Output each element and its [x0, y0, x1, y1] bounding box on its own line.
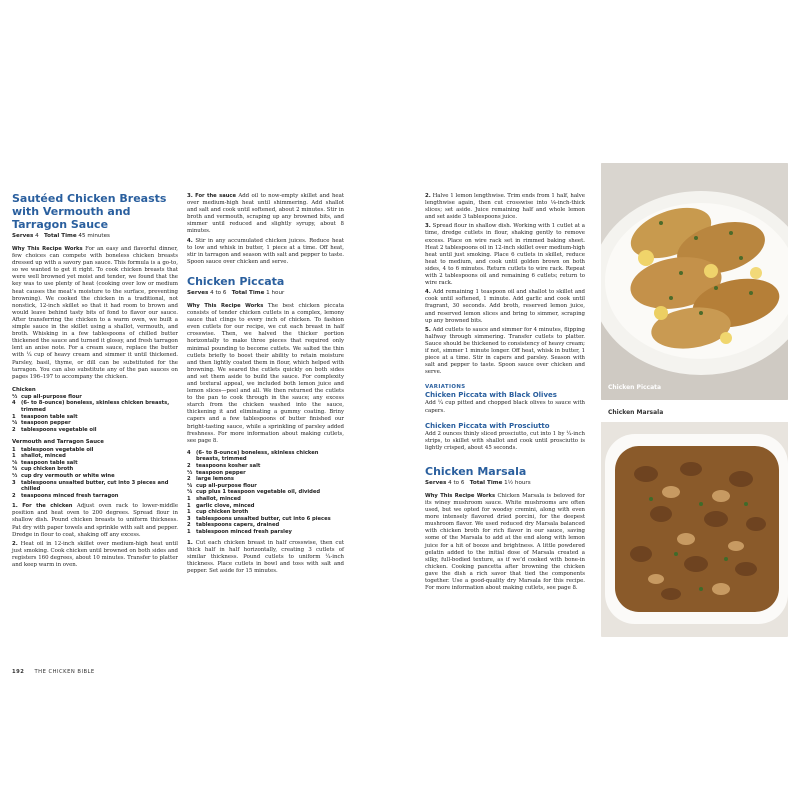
why-paragraph: Why This Recipe Works Chicken Marsala is beloved for its winey mushroom sauce. White mushrooms are often used, but we opted for woodsy cremini, along with even more intensely flavored dried porcini, for the deepest mushroom flavor. We used reduced dry Marsala balanced with chicken broth for rich flavor in our sauce, saving some of the Marsala to add at the end along with lemon juice for a hit of booze and brightness. A little powdered gelatin added to the initial dose of Marsala created a silky, full-bodied texture, as if we’d cooked with bone-in chicken. Cooking pancetta after browning the chicken gave the dish a rich savor that tied the components together. Use a good-quality dry Marsala for this recipe. For more information about making cutlets, see page 8. [425, 492, 585, 592]
step-4: 4. Stir in any accumulated chicken juices. Reduce heat to low and whisk in butter, 1 piece at a time. Off heat, stir in tarragon and season with salt and pepper to taste. Spoon sauce over chicken and serve. [187, 237, 345, 265]
time-label: Total Time [44, 233, 77, 239]
why-paragraph: Why This Recipe Works The best chicken piccata consists of tender chicken cutlets in a complex, lemony sauce that clings to every inch of chicken. To fashion even cutlets for our recipe, we cut each breast in half crosswise. Then, we halved the thicker portion horizontally to make three pieces that required only minimal pounding to become cutlets. We salted the thin cutlets briefly to boost their ability to retain moisture and then lightly coated them in flour, which helped with browning. We seared the cutlets quickly on both sides and set them aside to build the sauce. For complexity and textural appeal, we included both lemon juice and lemon slices—peel and all. We then returned the cutlets to the pan to cook through in the sauce; any excess starch from the chicken washed into the sauce, thickening it and eliminating a gummy coating. Briny capers and a few tablespoons of butter finished our bright-tasting sauce, while a sprinkling of parsley added freshness. For more information about making cutlets, see page 8. [187, 302, 344, 444]
page-number: 192 [12, 669, 25, 675]
step-2: 2. Halve 1 lemon lengthwise. Trim ends from 1 half, halve lengthwise again, then cut crosswise into ⅛-inch-thick slices; set aside. Juice remaining half and whole lemon and set aside 3 tablespoons juice. [425, 193, 585, 221]
ingredient-item: 1 shallot, minced [187, 495, 241, 502]
photo-chicken-piccata [601, 163, 788, 400]
column-2 [187, 193, 344, 577]
ingredient-group-title: Chicken [12, 386, 36, 393]
recipe-meta [12, 233, 178, 240]
photo-caption: Chicken Marsala [608, 409, 664, 416]
ingredient-list-chicken [12, 394, 178, 434]
column-3 [425, 193, 585, 594]
photo-caption: Chicken Piccata [608, 384, 662, 391]
ingredient-item: 4 (6- to 8-ounce) boneless, skinless chicken breasts, trimmed [12, 400, 170, 414]
ingredient-item: ¼ teaspoon pepper [12, 420, 71, 427]
step-5: 5. Add cutlets to sauce and simmer for 4 minutes, flipping halfway through simmering. Transfer cutlets to platter. Sauce should be thickened to consistency of heavy cream; if not, simmer 1 minute longer. Off heat, whisk in butter, 1 piece at a time. Stir in capers and parsley. Season with salt and pepper to taste. Spoon sauce over chicken and serve. [425, 326, 585, 376]
variation-text: Add 2 ounces thinly sliced prosciutto, cut into 1 by ¼-inch strips, to skillet with shallot and cook until prosciutto is lightly crisped, about 45 seconds. [425, 430, 585, 451]
ingredient-item: ¾ cup chicken broth [12, 466, 74, 473]
ingredient-item: 2 teaspoons minced fresh tarragon [12, 492, 119, 499]
ingredient-list-piccata [187, 450, 344, 536]
step-1: 1. For the chicken Adjust oven rack to lower-middle position and heat oven to 200 degrees. Spread flour in shallow dish. Pound chicken breasts to uniform thickness. Pat dry with paper towels and sprinkle with salt and pepper. Dredge in flour to coat, shaking off any excess. [12, 503, 179, 538]
ingredient-item: 1 tablespoon vegetable oil [12, 446, 94, 453]
serves-value: 4 [35, 233, 39, 239]
serves-label: Serves [12, 233, 34, 239]
step-3: 3. For the sauce Add oil to now-empty skillet and heat over medium-high heat until shimmering. Add shallot and salt and cook until softened, about 2 minutes. Stir in broth and vermouth, scraping up any browned bits, and simmer until reduced and slightly syrupy, about 8 minutes. [187, 193, 345, 235]
step-2: 2. Heat oil in 12-inch skillet over medium-high heat until just smoking. Cook chicken until browned on both sides and registers 160 degrees, about 10 minutes. Transfer to platter and keep warm in oven. [12, 540, 178, 569]
ingredient-item: ½ teaspoon pepper [187, 469, 246, 476]
ingredient-item: 2 tablespoons vegetable oil [12, 426, 97, 433]
ingredient-item: 2 large lemons [187, 476, 234, 483]
step-4: 4. Add remaining 1 teaspoon oil and shallot to skillet and cook until softened, 1 minute. Add garlic and cook until fragrant, 30 seconds. Add broth, reserved lemon juice, and reserved lemon slices and bring to simmer, scraping up any browned bits. [425, 289, 585, 324]
ingredient-item: ½ cup all-purpose flour [12, 393, 82, 400]
column-1 [12, 192, 178, 571]
page-footer [12, 669, 95, 675]
marsala-image [601, 404, 788, 637]
recipe-title-sauteed: Sautéed Chicken Breasts with Vermouth and Tarragon Sauce [12, 192, 167, 231]
recipe-title-marsala: Chicken Marsala [425, 464, 527, 478]
why-paragraph [12, 246, 178, 381]
ingredient-item: 1 teaspoon table salt [12, 413, 78, 420]
ingredient-list-sauce [12, 447, 178, 500]
why-text: For an easy and flavorful dinner, few choices can compete with boneless chicken breasts dressed up with a savory pan sauce. This formula is a go-to, so we wanted to get it right. To cook chicken breasts that were well browned yet moist and tender, we found that the key was to use plenty of heat (cooking over low or medium heat causes the meat’s moisture to the surface, preventing browning). We cooked the chicken in a traditional, not nonstick, 12-inch skillet so that it had room to brown and would leave behind tasty bits of fond to flavor our sauce. After transferring the chicken to a warm oven, we built a simple sauce in the skillet using a shallot, vermouth, and broth. Whisking in a few tablespoons of chilled butter thickened the sauce and turned it glossy, and fresh tarragon lent an anise note. For a cream sauce, replace the butter with ¼ cup of heavy cream and simmer it until thickened. Parsley, basil, thyme, or dill can be substituted for the tarragon. You can also substitute any of the pan sauces on pages 196–197 to accompany the chicken. [12, 246, 179, 380]
recipe-meta: Serves 4 to 6 Total Time 1½ hours [425, 479, 531, 486]
ingredient-item: ¼ cup all-purpose flour [187, 482, 257, 489]
step-3: 3. Spread flour in shallow dish. Working with 1 cutlet at a time, dredge cutlets in flour, shaking gently to remove excess. Place on wire rack set in rimmed baking sheet. Heat 2 tablespoons oil in 12-inch skillet over medium-high heat until just smoking. Place 6 cutlets in skillet, reduce heat to medium, and cook until golden brown on both sides, 4 to 6 minutes. Return cutlets to wire rack. Repeat with 2 tablespoons oil and remaining 6 cutlets; return to wire rack. [425, 223, 585, 287]
variations-label: VARIATIONS [425, 384, 466, 391]
ingredient-item: 2 tablespoons capers, drained [187, 522, 280, 529]
recipe-meta: Serves 4 to 6 Total Time 1 hour [187, 289, 285, 296]
ingredient-group-title: Vermouth and Tarragon Sauce [12, 439, 104, 446]
ingredient-item: ½ cup dry vermouth or white wine [12, 472, 115, 479]
ingredient-item: 1 cup chicken broth [187, 509, 249, 516]
ingredient-item: 3 tablespoons unsalted butter, cut into 6 pieces [187, 515, 331, 522]
variation-title: Chicken Piccata with Prosciutto [425, 421, 550, 430]
ingredient-item: ¼ cup plus 1 teaspoon vegetable oil, divided [187, 489, 321, 496]
photo-chicken-marsala [601, 404, 788, 637]
step-1: 1. Cut each chicken breast in half crosswise, then cut thick half in half horizontally, creating 3 cutlets of similar thickness. Pound cutlets to uniform ¼-inch thickness. Place cutlets in bowl and toss with salt and pepper. Set aside for 15 minutes. [187, 539, 344, 574]
ingredient-item: 1 shallot, minced [12, 453, 66, 460]
ingredient-item: 3 tablespoons unsalted butter, cut into 3 pieces and chilled [12, 479, 169, 493]
ingredient-item: 1 tablespoon minced fresh parsley [187, 528, 292, 535]
why-label: Why This Recipe Works [12, 246, 83, 252]
variation-title: Chicken Piccata with Black Olives [425, 391, 557, 400]
recipe-title-piccata: Chicken Piccata [187, 274, 285, 288]
ingredient-item: 2 teaspoons kosher salt [187, 463, 261, 469]
ingredient-item: 1 garlic clove, minced [187, 502, 255, 509]
piccata-image [601, 163, 788, 400]
variation-text: Add ¼ cup pitted and chopped black olives to sauce with capers. [425, 400, 585, 414]
ingredient-item: ⅛ teaspoon table salt [12, 459, 78, 466]
ingredient-item: 4 (6- to 8-ounce) boneless, skinless chicken breasts, trimmed [187, 449, 319, 463]
book-title: THE CHICKEN BIBLE [34, 669, 95, 675]
time-value: 45 minutes [78, 233, 110, 239]
